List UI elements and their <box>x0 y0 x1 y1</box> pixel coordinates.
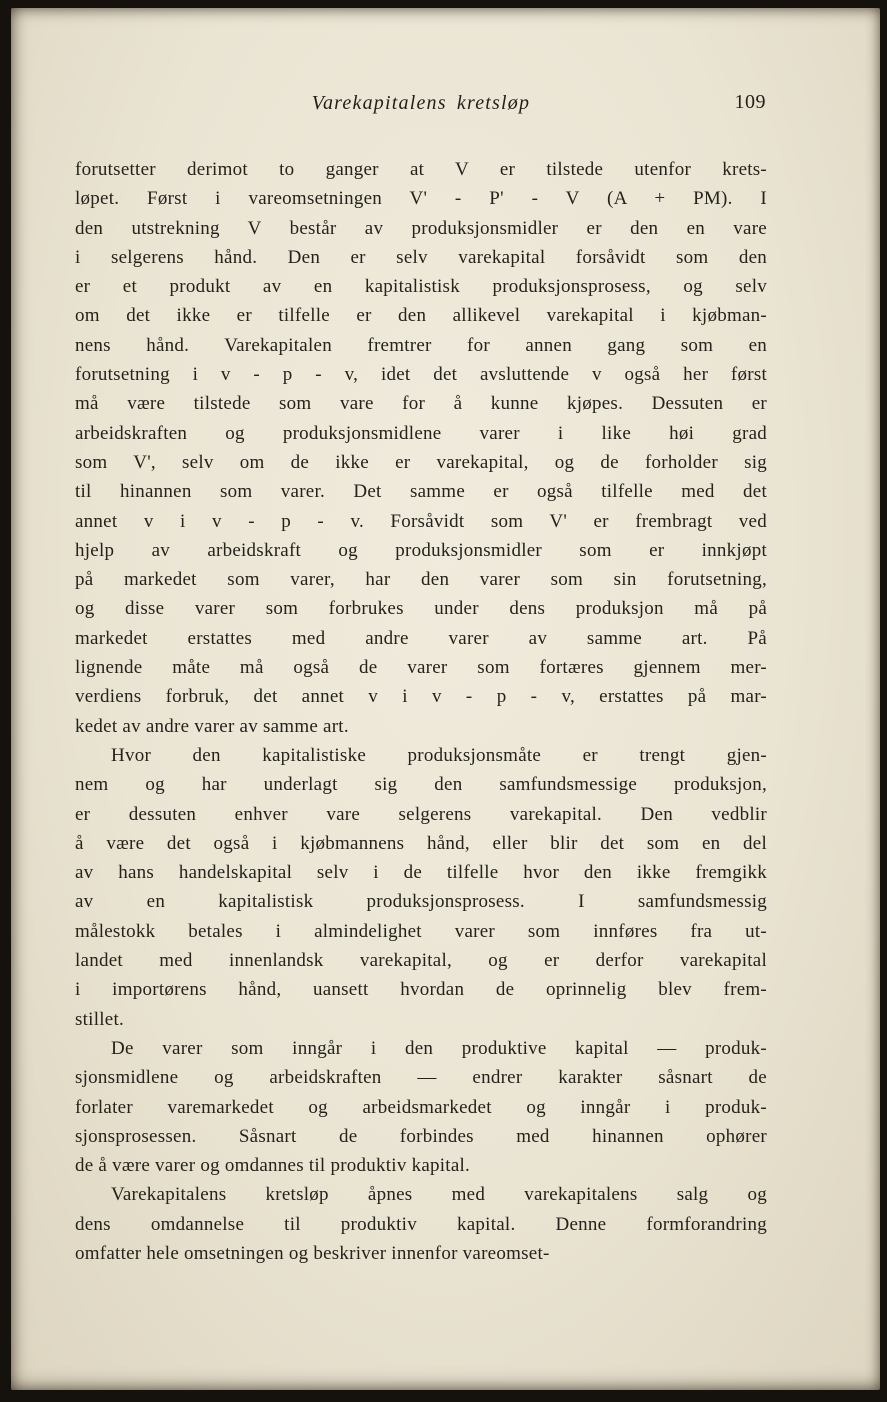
text-line: annet v i v - p - v. Forsåvidt som V' er frembragt ved <box>75 510 767 532</box>
text-line: må være tilstede som vare for å kunne kjøpes. Dessuten er <box>75 393 767 415</box>
text-line: av hans handelskapital selv i de tilfelle hvor den ikke fremgikk <box>75 862 767 884</box>
text-line: sjonsprosessen. Såsnart de forbindes med hinannen ophører <box>75 1125 767 1147</box>
text-line: som V', selv om de ikke er varekapital, og de forholder sig <box>75 451 767 473</box>
text-line: den utstrekning V består av produksjonsmidler er den en vare <box>75 217 767 239</box>
text-line: løpet. Først i vareomsetningen V' - P' - V (A + PM). I <box>75 188 767 210</box>
text-line: Varekapitalens kretsløp åpnes med varekapitalens salg og <box>111 1184 767 1206</box>
paragraph <box>75 1034 767 1180</box>
text-line: i selgerens hånd. Den er selv varekapital forsåvidt som den <box>75 246 767 268</box>
page-number: 109 <box>734 91 766 113</box>
text-line: av en kapitalistisk produksjonsprosess. I samfundsmessig <box>75 891 767 913</box>
text-line: er et produkt av en kapitalistisk produksjonsprosess, og selv <box>75 276 767 298</box>
text-line: dens omdannelse til produktiv kapital. Denne formforandring <box>75 1213 767 1235</box>
paragraph <box>75 1180 767 1268</box>
text-line: på markedet som varer, har den varer som sin forutsetning, <box>75 569 767 591</box>
text-line: om det ikke er tilfelle er den allikevel varekapital i kjøbman- <box>75 305 767 327</box>
text-line: forutsetter derimot to ganger at V er tilstede utenfor krets- <box>75 159 767 180</box>
text-line: landet med innenlandsk varekapital, og er derfor varekapital <box>75 950 767 972</box>
text-line: omfatter hele omsetningen og beskriver innenfor vareomset- <box>75 1242 550 1264</box>
text-line: markedet erstattes med andre varer av samme art. På <box>75 627 767 649</box>
text-line: lignende måte må også de varer som fortæres gjennem mer- <box>75 657 767 679</box>
text-line: stillet. <box>75 1008 124 1030</box>
text-line: er dessuten enhver vare selgerens varekapital. Den vedblir <box>75 803 767 825</box>
text-line: hjelp av arbeidskraft og produksjonsmidler som er innkjøpt <box>75 539 767 561</box>
paragraph <box>75 155 767 741</box>
page-header <box>75 92 767 120</box>
text-line: de å være varer og omdannes til produktiv kapital. <box>75 1155 471 1177</box>
text-line: kedet av andre varer av samme art. <box>75 715 349 737</box>
text-line: til hinannen som varer. Det samme er også tilfelle med det <box>75 481 767 503</box>
paragraph <box>75 741 767 1034</box>
page-content <box>75 8 767 1268</box>
running-title: Varekapitalens kretsløp <box>311 92 531 114</box>
text-line: målestokk betales i almindelighet varer som innføres fra ut- <box>75 920 767 942</box>
body-text <box>75 155 767 1268</box>
book-page <box>11 8 880 1390</box>
text-line: og disse varer som forbrukes under dens produksjon må på <box>75 598 767 620</box>
text-line: i importørens hånd, uansett hvordan de oprinnelig blev frem- <box>75 979 767 1001</box>
text-line: sjonsmidlene og arbeidskraften — endrer karakter såsnart de <box>75 1067 767 1089</box>
text-line: nens hånd. Varekapitalen fremtrer for annen gang som en <box>75 334 767 356</box>
text-line: verdiens forbruk, det annet v i v - p - v, erstattes på mar- <box>75 686 767 708</box>
text-line: arbeidskraften og produksjonsmidlene varer i like høi grad <box>75 422 767 444</box>
text-line: å være det også i kjøbmannens hånd, eller blir det som en del <box>75 832 767 854</box>
text-line: forutsetning i v - p - v, idet det avsluttende v også her først <box>75 364 767 386</box>
text-line: nem og har underlagt sig den samfundsmessige produksjon, <box>75 774 767 796</box>
text-line: Hvor den kapitalistiske produksjonsmåte er trengt gjen- <box>111 744 767 766</box>
text-line: De varer som inngår i den produktive kapital — produk- <box>111 1037 767 1059</box>
text-line: forlater varemarkedet og arbeidsmarkedet og inngår i produk- <box>75 1096 767 1118</box>
